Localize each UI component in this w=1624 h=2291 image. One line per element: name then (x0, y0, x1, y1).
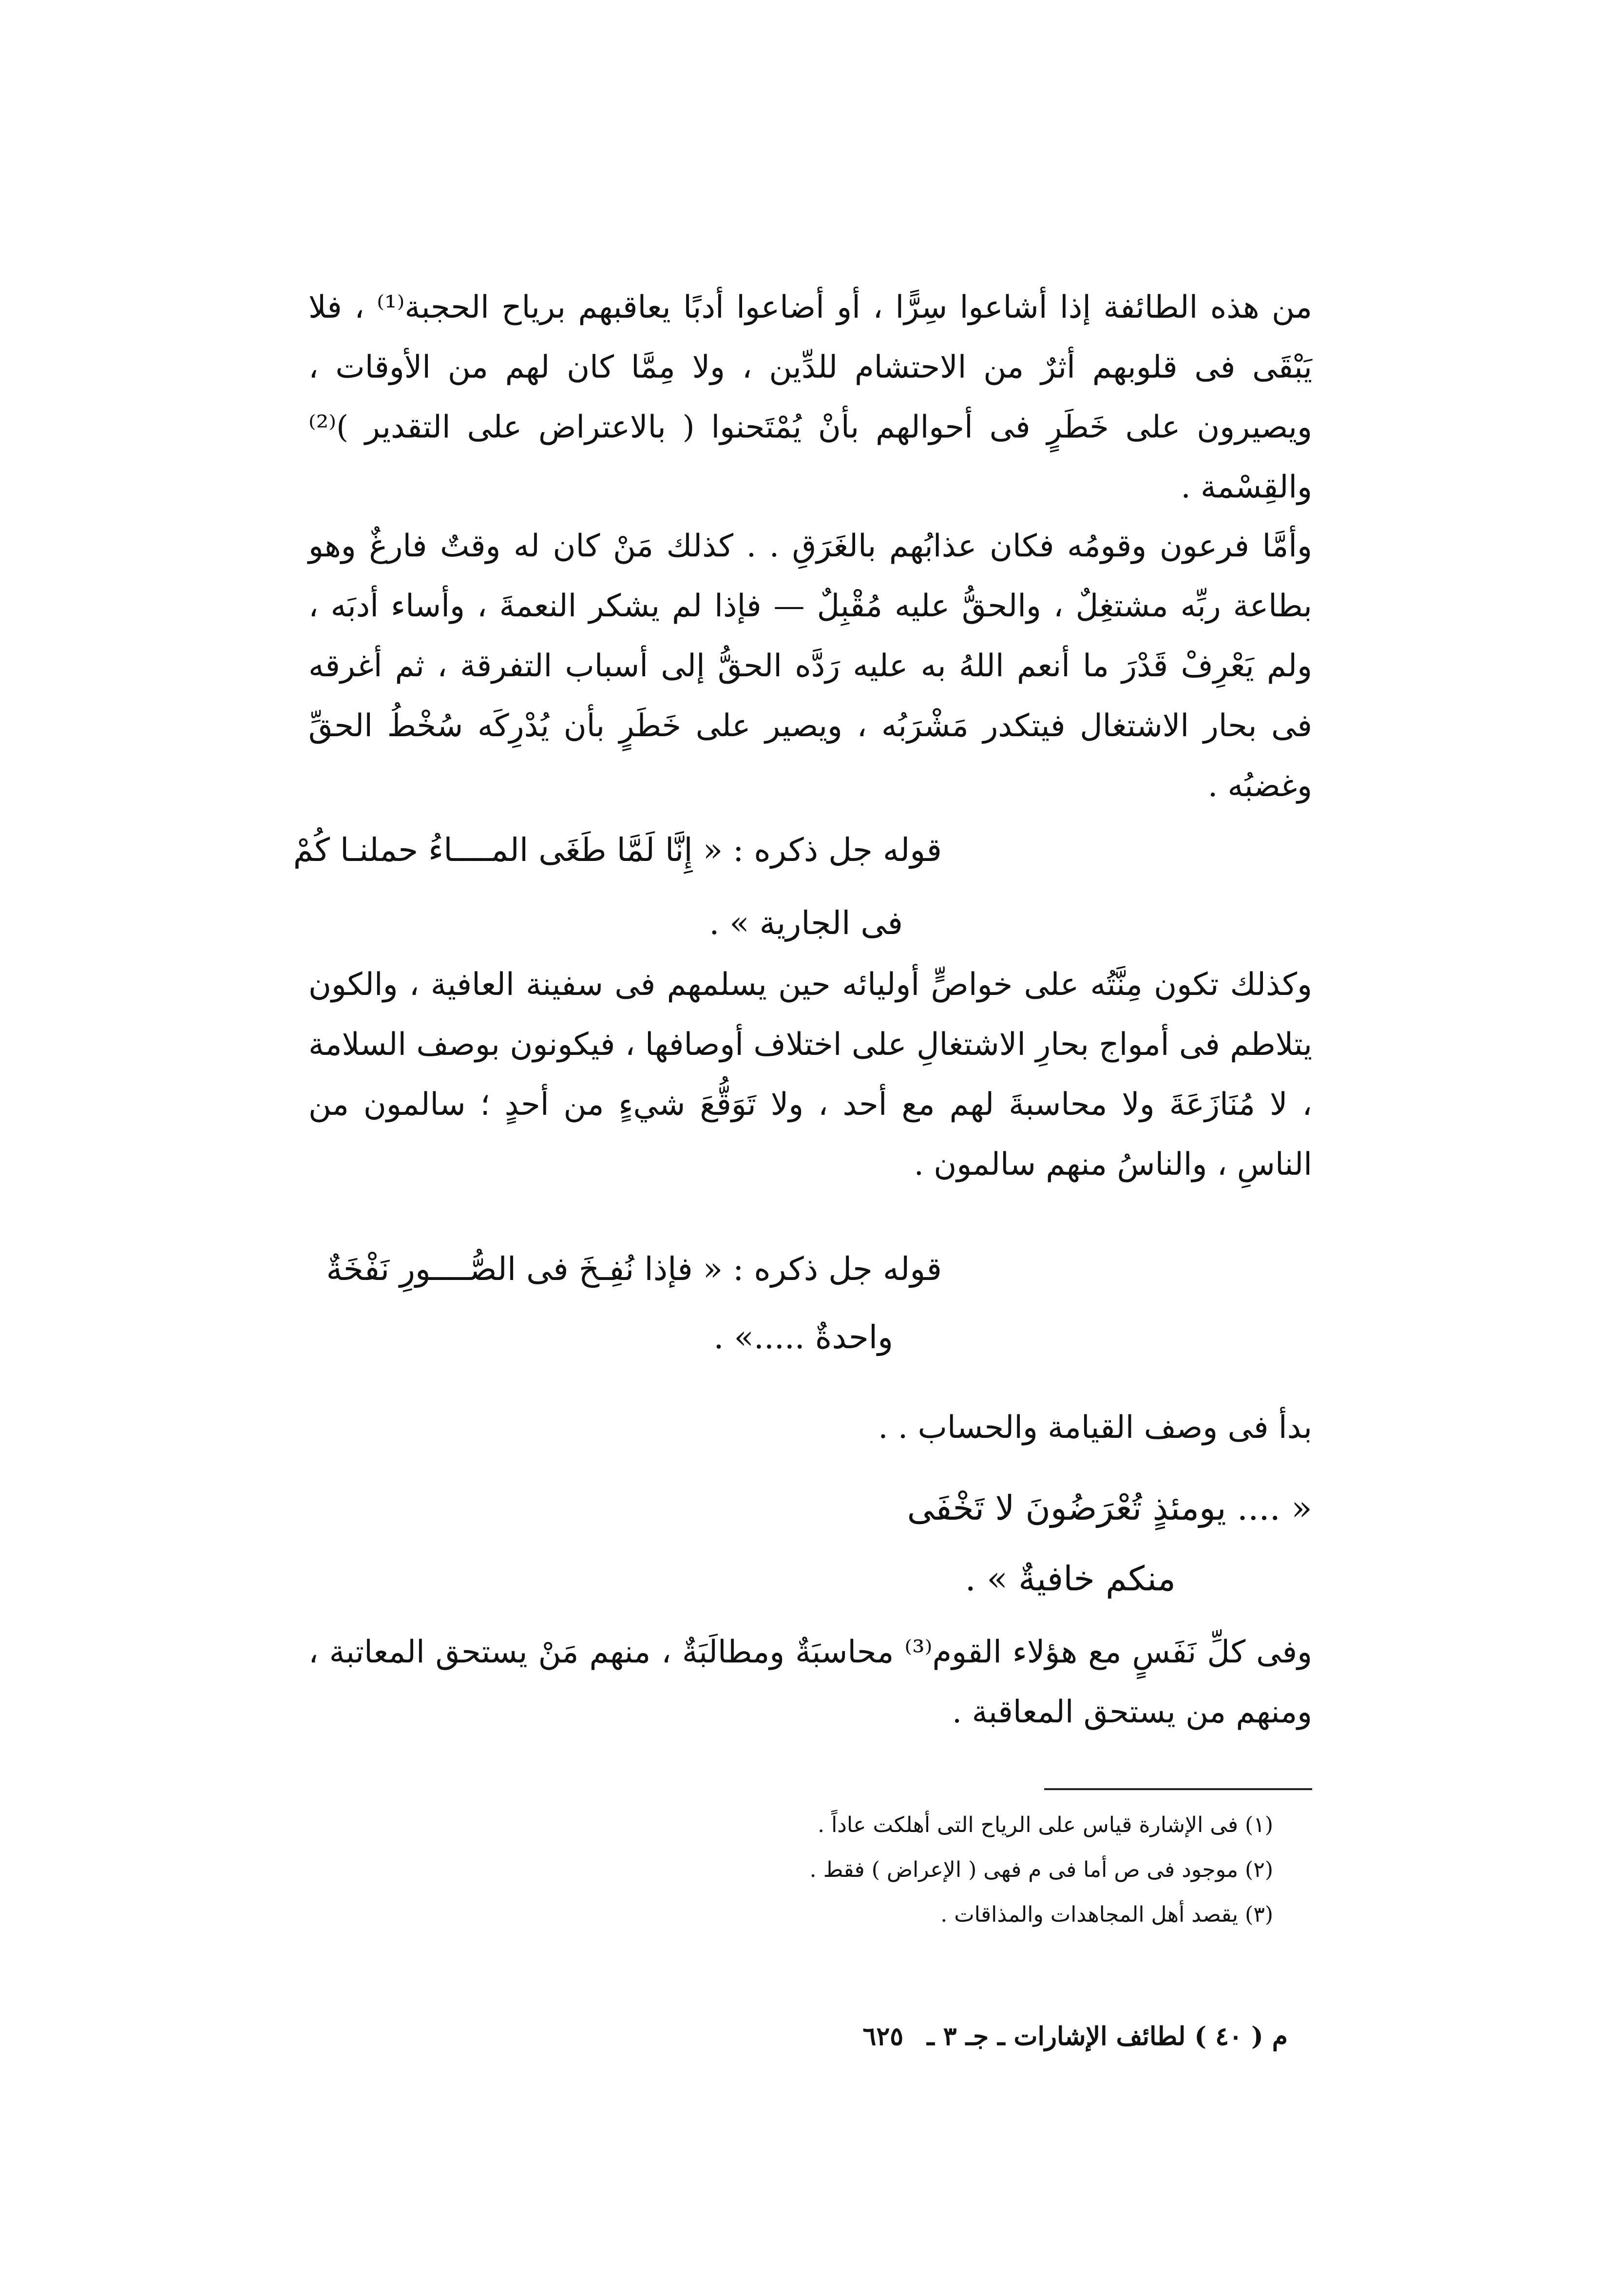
section-intro: بدأ فى وصف القيامة والحساب . . (878, 1410, 1312, 1446)
footnote-1: (١) فى الإشارة قياس على الرياح التى أهلكت عاداً . (818, 1813, 1273, 1837)
verse-3-line-2: منكم خافيةٌ » . (965, 1559, 1176, 1599)
page-footer (508, 2017, 1288, 2056)
paragraph-1: من هذه الطائفة إذا أشاعوا سِرًّا ، أو أضاعوا أدبًا يعاقبهم برياح الحجبة⁽¹⁾ ، فلا يَبْقَى فى قلوبهم أثرٌ من الاحتشام للدِّين ، ولا مِمَّا كان لهم من الأوقات ، ويصيرون على خَطَرٍ فى أحوالهم بأنْ يُمْتَحنوا ( بالاعتراض على التقدير )⁽²⁾ والقِسْمة . (308, 289, 1313, 505)
footnote-2: (٢) موجود فى ص أما فى م فهى ( الإعراض ) فقط . (809, 1857, 1273, 1882)
footnote-divider (1044, 1788, 1312, 1790)
verse-2-line-2: واحدةٌ .....» . (713, 1318, 893, 1356)
verse-1-line-2: فى الجارية » . (709, 904, 903, 942)
verse-3-line-1: « .... يومئذٍ تُعْرَضُونَ لا تَخْفَى (907, 1488, 1312, 1528)
verse-2-line-1: قوله جل ذكره : « فإذا نُفِـخَ فى الصُّــــورِ نَفْخَةٌ (326, 1250, 942, 1288)
footer-signature: م ( ٤٠ ) لطائف الإشارات ـ جـ ٣ ـ (927, 2022, 1288, 2051)
footnotes (640, 1803, 1273, 1937)
page-number: ٦٢٥ (862, 2022, 904, 2051)
verse-1-line-1: قوله جل ذكره : « إِنَّا لَمَّا طَغَى المــــاءُ حملنـا كُمْ (293, 831, 942, 869)
footnote-3: (٣) يقصد أهل المجاهدات والمذاقات . (940, 1902, 1273, 1927)
paragraph-2: وأمَّا فرعون وقومُه فكان عذابُهم بالغَرَقِ . . كذلك مَنْ كان له وقتٌ فارغٌ وهو بطاعة ربِّه مشتغِلٌ ، والحقُّ عليه مُقْبِلٌ — فإذا لم يشكر النعمةَ ، وأساء أدبَه ، ولم يَعْرِفْ قَدْرَ ما أنعم اللهُ به عليه رَدَّه الحقُّ إلى أسباب التفرقة ، ثم أغرقه فى بحار الاشتغال فيتكدر مَشْرَبُه ، ويصير على خَطَرٍ بأن يُدْرِكَه سُخْطُ الحقِّ وغضبُه . (308, 528, 1313, 804)
paragraph-4: وفى كلِّ نَفَسٍ مع هؤلاء القوم⁽³⁾ محاسبَةٌ ومطالَبَةٌ ، منهم مَنْ يستحق المعاتبة ، ومنهم من يستحق المعاقبة . (308, 1634, 1312, 1730)
paragraph-3: وكذلك تكون مِنَّتُه على خواصٍّ أوليائه حين يسلمهم فى سفينة العافية ، والكون يتلاطم فى أمواج بحارِ الاشتغالِ على اختلاف أوصافها ، فيكونون بوصف السلامة ، لا مُنَازَعَةَ ولا محاسبةَ لهم مع أحد ، ولا تَوَقُّعَ شيءٍ من أحدٍ ؛ سالمون من الناسِ ، والناسُ منهم سالمون . (308, 967, 1313, 1183)
